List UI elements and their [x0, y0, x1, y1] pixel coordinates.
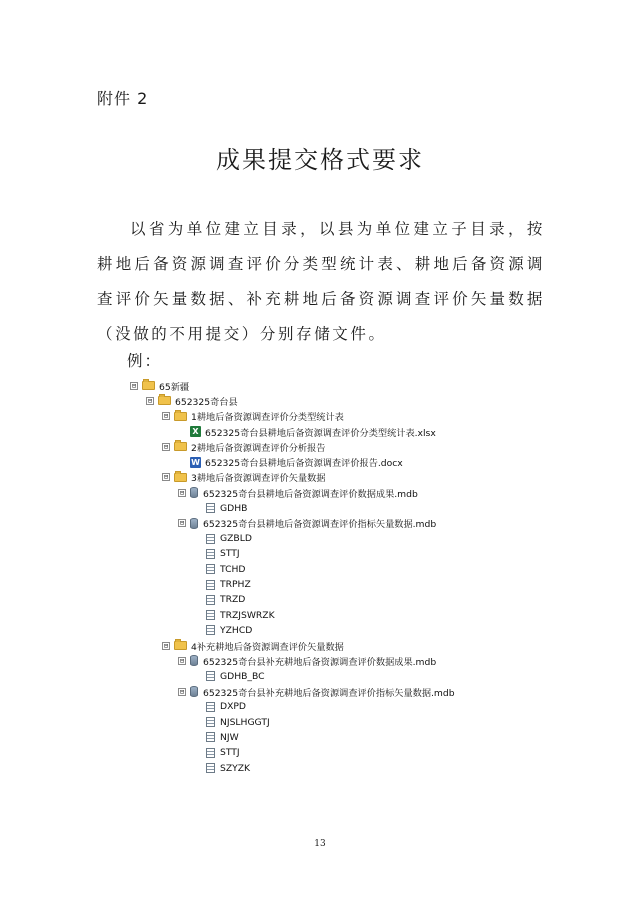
- tree-item-label: 652325奇台县耕地后备资源调查评价指标矢量数据.mdb: [203, 519, 437, 531]
- tree-item[interactable]: [130, 653, 470, 668]
- feature-class-icon: [206, 625, 215, 635]
- feature-class-icon: [206, 702, 215, 712]
- tree-item-label: TRPHZ: [220, 579, 251, 590]
- database-icon: [190, 518, 198, 529]
- tree-item[interactable]: [130, 531, 470, 546]
- page-title: 成果提交格式要求: [216, 146, 424, 174]
- tree-item[interactable]: [130, 439, 470, 454]
- tree-item[interactable]: [130, 607, 470, 622]
- database-icon: [190, 487, 198, 498]
- tree-item[interactable]: [130, 638, 470, 653]
- feature-class-icon: [206, 564, 215, 574]
- tree-item-label: TCHD: [220, 563, 246, 575]
- tree-item[interactable]: [130, 623, 470, 638]
- tree-item[interactable]: [130, 516, 470, 531]
- tree-item[interactable]: [130, 470, 470, 485]
- tree-item[interactable]: [130, 562, 470, 577]
- tree-item-label: 1耕地后备资源调查评价分类型统计表: [191, 412, 344, 424]
- tree-item-label: STTJ: [220, 747, 240, 759]
- tree-item[interactable]: [130, 760, 470, 775]
- tree-item-label: GDHB_BC: [220, 670, 265, 682]
- tree-item-label: 4补充耕地后备资源调查评价矢量数据: [191, 641, 344, 653]
- tree-item-label: GZBLD: [220, 533, 252, 545]
- tree-item[interactable]: [130, 699, 470, 714]
- folder-icon: [174, 641, 187, 650]
- tree-item[interactable]: [130, 577, 470, 592]
- folder-icon: [174, 473, 187, 482]
- tree-item-label: 652325奇台县补充耕地后备资源调查评价数据成果.mdb: [203, 656, 437, 668]
- tree-item[interactable]: [130, 745, 470, 760]
- feature-class-icon: [206, 671, 215, 681]
- tree-item-label: 2耕地后备资源调查评价分析报告: [191, 442, 326, 454]
- body-paragraph: 以省为单位建立目录，以县为单位建立子目录，按耕地后备资源调查评价分类型统计表、耕地后备资源调查评价矢量数据、补充耕地后备资源调查评价矢量数据（没做的不用提交）分别存储文件。: [97, 220, 545, 343]
- tree-item[interactable]: [130, 500, 470, 515]
- tree-item-label: STTJ: [220, 548, 240, 560]
- collapse-toggle-icon[interactable]: ⊟: [179, 519, 185, 528]
- tree-item[interactable]: [130, 454, 470, 469]
- feature-class-icon: [206, 763, 215, 773]
- collapse-toggle-icon[interactable]: ⊟: [179, 488, 185, 497]
- feature-class-icon: [206, 717, 215, 727]
- collapse-toggle-icon[interactable]: ⊟: [163, 473, 169, 482]
- tree-item-label: DXPD: [220, 701, 246, 713]
- feature-class-icon: [206, 534, 215, 544]
- tree-item-label: 652325奇台县耕地后备资源调查评价分类型统计表.xlsx: [205, 427, 436, 439]
- tree-item[interactable]: [130, 546, 470, 561]
- collapse-toggle-icon[interactable]: ⊟: [163, 412, 169, 421]
- tree-item[interactable]: [130, 409, 470, 424]
- tree-item[interactable]: [130, 684, 470, 699]
- tree-item-label: 652325奇台县耕地后备资源调查评价报告.docx: [205, 458, 403, 470]
- tree-item-label: 652325奇台县耕地后备资源调查评价数据成果.mdb: [203, 488, 418, 500]
- page-number: 13: [314, 839, 326, 849]
- database-icon: [190, 655, 198, 666]
- tree-item[interactable]: [130, 393, 470, 408]
- tree-item-label: 652325奇台县补充耕地后备资源调查评价指标矢量数据.mdb: [203, 687, 455, 699]
- database-icon: [190, 686, 198, 697]
- tree-item[interactable]: [130, 715, 470, 730]
- tree-item-label: 3耕地后备资源调查评价矢量数据: [191, 473, 326, 485]
- word-file-icon: W: [191, 457, 200, 467]
- attachment-label: 附件 2: [97, 89, 149, 108]
- tree-item[interactable]: [130, 485, 470, 500]
- feature-class-icon: [206, 732, 215, 742]
- tree-item-label: SZYZK: [220, 762, 251, 774]
- feature-class-icon: [206, 503, 215, 513]
- collapse-toggle-icon[interactable]: ⊟: [179, 656, 185, 665]
- collapse-toggle-icon[interactable]: ⊟: [163, 641, 169, 650]
- tree-item[interactable]: [130, 592, 470, 607]
- tree-item-label: 652325奇台县: [175, 396, 238, 408]
- example-label: 例：: [127, 352, 163, 370]
- feature-class-icon: [206, 595, 215, 605]
- folder-icon: [142, 381, 155, 390]
- folder-icon: [174, 442, 187, 451]
- tree-item-label: TRZJSWRZK: [220, 609, 275, 621]
- tree-item-label: 65新疆: [159, 381, 190, 393]
- feature-class-icon: [206, 580, 215, 590]
- feature-class-icon: [206, 549, 215, 559]
- tree-item-label: NJSLHGGTJ: [220, 716, 270, 728]
- body-text: [97, 212, 545, 352]
- tree-item[interactable]: [130, 730, 470, 745]
- collapse-toggle-icon[interactable]: ⊟: [147, 396, 153, 405]
- tree-item-label: NJW: [220, 731, 239, 743]
- folder-icon: [174, 412, 187, 421]
- feature-class-icon: [206, 610, 215, 620]
- feature-class-icon: [206, 748, 215, 758]
- folder-icon: [158, 396, 171, 405]
- tree-item[interactable]: [130, 378, 470, 393]
- collapse-toggle-icon[interactable]: ⊟: [179, 687, 185, 696]
- directory-tree: [130, 378, 470, 776]
- tree-item-label: TRZD: [220, 594, 246, 606]
- tree-item-label: YZHCD: [220, 624, 253, 636]
- collapse-toggle-icon[interactable]: ⊟: [163, 442, 169, 451]
- collapse-toggle-icon[interactable]: ⊟: [131, 381, 137, 390]
- tree-item[interactable]: [130, 669, 470, 684]
- tree-item-label: GDHB: [220, 502, 248, 514]
- excel-file-icon: X: [190, 426, 201, 437]
- tree-item[interactable]: [130, 424, 470, 439]
